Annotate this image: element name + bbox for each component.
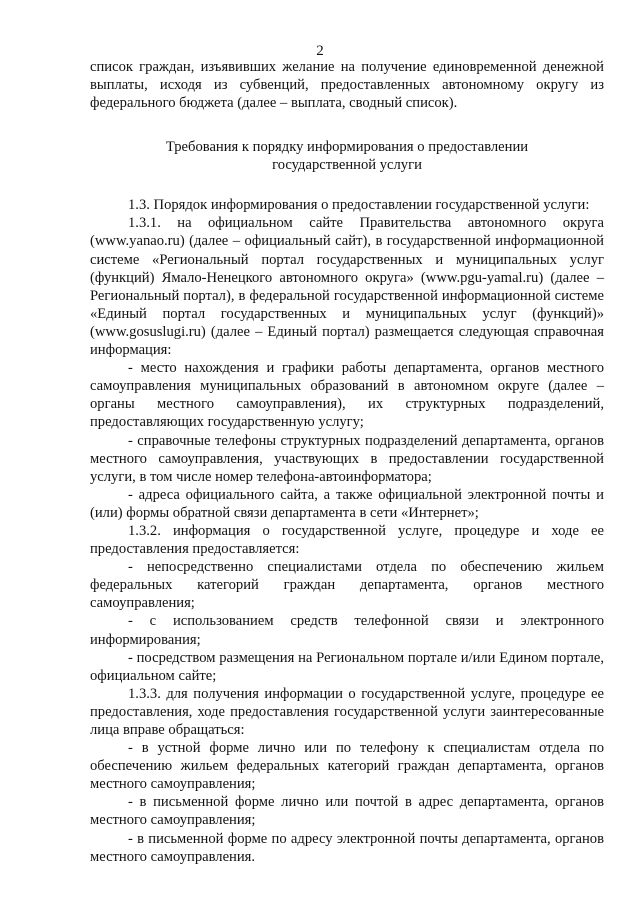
paragraph-1-3-2: 1.3.2. информация о государственной услуге, процедуре и ходе ее предоставления предоставляется: [90, 522, 604, 558]
list-item: - в устной форме лично или по телефону к специалистам отдела по обеспечению жильем федеральных категорий граждан департамента, органов местного самоуправления; [90, 740, 604, 793]
list-item: - место нахождения и графики работы департамента, органов местного самоуправления муниципальных образований в автономном округе (далее – органы местного самоуправления), их структурных подразделений, предоставляющих государственную услугу; [90, 360, 604, 431]
paragraph-1-3-1: 1.3.1. на официальном сайте Правительства автономного округа (www.yanao.ru) (далее – официальный сайт), в государственной информационной системе «Региональный портал государственных и муниципальных услуг (функций) Ямало-Ненецкого автономного округа» (www.pgu-yamal.ru) (далее – Региональный портал), в федеральной государственной информационной системе «Единый портал государственных и муниципальных услуг (функций)» (www.gosuslugi.ru) (далее – Единый портал) размещается следующая справочная информация: [90, 215, 604, 359]
document-body [90, 58, 604, 866]
list-item: - посредством размещения на Региональном портале и/или Едином портале, официальном сайте; [90, 649, 604, 684]
intro-paragraph: список граждан, изъявивших желание на получение единовременной денежной выплаты, исходя из субвенций, предоставленных автономному округу из федерального бюджета (далее – выплата, сводный список). [90, 59, 604, 112]
page-number: 2 [316, 43, 324, 59]
paragraph-1-3-3: 1.3.3. для получения информации о государственной услуге, процедуре ее предоставления, ходе предоставления государственной услуги заинтересованные лица вправе обращаться: [90, 685, 604, 738]
list-item: - в письменной форме по адресу электронной почты департамента, органов местного самоуправления. [90, 830, 604, 865]
section-heading [90, 138, 604, 174]
section-title-line-1: Требования к порядку информирования о предоставлении [165, 139, 529, 156]
list-item: - непосредственно специалистами отдела по обеспечению жильем федеральных категорий граждан департамента, органов местного самоуправления; [90, 559, 604, 612]
list-item: - адреса официального сайта, а также официальной электронной почты и (или) формы обратной связи департамента в сети «Интернет»; [90, 486, 604, 521]
list-item: - с использованием средств телефонной связи и электронного информирования; [90, 613, 604, 648]
section-title-line-2: государственной услуги [272, 157, 422, 174]
paragraph-1-3: 1.3. Порядок информирования о предоставлении государственной услуги: [128, 197, 590, 214]
list-item: - в письменной форме лично или почтой в адрес департамента, органов местного самоуправления; [90, 794, 604, 829]
list-item: - справочные телефоны структурных подразделений департамента, органов местного самоуправления, участвующих в предоставлении государственной услуги, в том числе номер телефона-автоинформатора; [90, 432, 604, 485]
